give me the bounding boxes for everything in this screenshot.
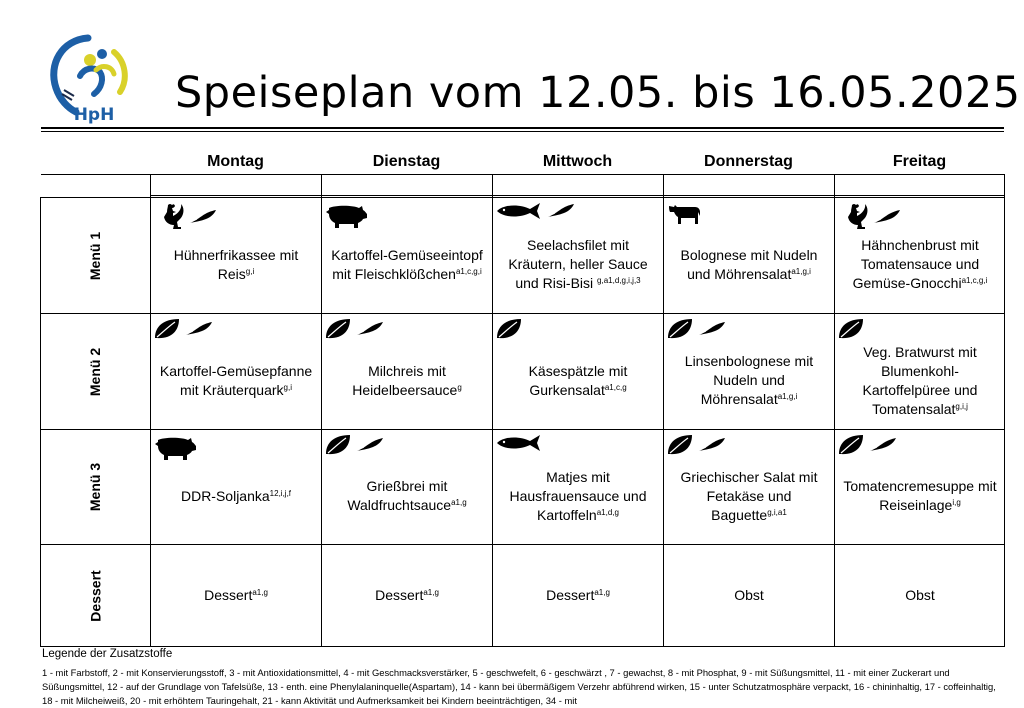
allergen-codes: a1,g,i xyxy=(777,392,798,401)
legend-title: Legende der Zusatzstoffe xyxy=(42,648,173,660)
grid-line xyxy=(40,197,1005,198)
grid-line xyxy=(40,646,1005,647)
page-title: Speiseplan vom 12.05. bis 16.05.2025 xyxy=(175,68,1021,118)
dish-name: Obst xyxy=(734,587,764,603)
allergen-codes: g,i,j xyxy=(955,401,968,411)
dish-name: Veg. Bratwurst mit Blumenkohl-Kartoffelpüree und Tomatensalat xyxy=(862,343,978,417)
dish-text xyxy=(839,236,1001,293)
allergen-codes: g,i,a1 xyxy=(767,507,787,517)
dish-text xyxy=(155,246,317,284)
day-header-friday: Freitag xyxy=(892,153,947,170)
dish-name: Käsespätzle mit Gurkensalat xyxy=(528,362,628,398)
menu-cell xyxy=(835,545,1005,646)
dish-text xyxy=(326,477,488,515)
dish-text xyxy=(497,468,659,525)
menu-cell xyxy=(151,545,321,646)
allergen-codes: a1,g xyxy=(594,588,610,597)
legend-text: 1 - mit Farbstoff, 2 - mit Konservierungsstoff, 3 - mit Antioxidationsmittel, 4 - mit Geschmacksverstärker, 5 - geschwefelt, 6 - geschwärzt , 7 - gewachst, 8 - mit Phosphat, 9 - mit Süßungsmittel, 11 - mit einer Zuckerart und Süßungsmittel, 12 - auf der Grundlage von Tafelsüße, 13 - enth. eine Phenylalaninquelle(Aspartam), 14 - kann bei übermäßigem Verzehr abführend wirken, 15 - unter Schutzatmosphäre verpackt, 16 - chininhaltig, 17 - coffeinhaltig, 18 - mit Milcheiweiß, 20 - mit erhöhtem Tauringehalt, 21 - kann Aktivität und Aufmerksamkeit bei Kindern beeinträchtigen, 34 - mit xyxy=(42,667,996,706)
allergen-codes: g,i xyxy=(245,266,255,276)
dish-name: Hühnerfrikassee mit Reis xyxy=(173,246,299,282)
dish-text xyxy=(326,362,488,400)
grid-line xyxy=(40,429,1005,430)
dish-name: Milchreis mit Heidelbeersauce xyxy=(352,362,458,398)
row-label-menu-1: Menü 1 xyxy=(87,231,104,280)
dish-name: Kartoffel-Gemüsepfanne mit Kräuterquark xyxy=(159,362,313,398)
day-header-thursday: Donnerstag xyxy=(704,153,793,170)
menu-cell xyxy=(322,545,492,646)
allergen-codes: g xyxy=(457,382,462,392)
dish-text xyxy=(668,352,830,409)
menu-cell xyxy=(322,216,492,313)
allergen-codes: a1,d,g xyxy=(596,507,619,517)
dish-text xyxy=(204,586,268,605)
dish-text xyxy=(839,343,1001,419)
dish-text xyxy=(905,586,935,605)
dish-text xyxy=(668,246,830,284)
dish-name: Obst xyxy=(905,587,935,603)
dish-name: Grießbrei mit Waldfruchtsauce xyxy=(347,478,452,513)
dish-text xyxy=(326,246,488,284)
dish-name: Seelachsfilet mit Kräutern, heller Sauce und Risi-Bisi xyxy=(508,237,648,291)
logo-text: HpH xyxy=(73,105,115,125)
grid-line xyxy=(150,195,1005,196)
menu-cell xyxy=(664,545,834,646)
dish-name: Dessert xyxy=(375,587,424,603)
grid-line xyxy=(41,174,1004,175)
dish-name: Kartoffel-Gemüseeintopf mit Fleischklößchen xyxy=(331,246,483,282)
dish-text xyxy=(497,236,659,293)
menu-cell xyxy=(835,448,1005,544)
dish-name: Bolognese mit Nudeln und Möhrensalat xyxy=(680,246,818,282)
dish-text xyxy=(839,477,1001,515)
dish-name: Dessert xyxy=(546,587,595,603)
menu-cell xyxy=(322,332,492,429)
menu-cell xyxy=(151,448,321,544)
menu-cell xyxy=(493,448,663,544)
dish-name: Griechischer Salat mit Fetakäse und Baguette xyxy=(680,468,818,523)
dish-name: Hähnchenbrust mit Tomatensauce und Gemüse-Gnocchi xyxy=(852,237,980,291)
row-label-dessert: Dessert xyxy=(87,569,104,622)
menu-cell xyxy=(322,448,492,544)
allergen-codes: a1,g xyxy=(423,588,439,597)
menu-cell xyxy=(664,216,834,313)
day-header-wednesday: Mittwoch xyxy=(542,153,613,170)
allergen-codes: g,i xyxy=(283,382,292,392)
dish-name: DDR-Soljanka xyxy=(180,487,270,504)
dish-text xyxy=(734,586,764,605)
dish-text xyxy=(668,468,830,525)
dish-name: Dessert xyxy=(204,587,253,603)
dish-name: Linsenbolognese mit Nudeln und Möhrensalat xyxy=(684,353,814,407)
hph-logo xyxy=(42,30,138,126)
menu-cell xyxy=(493,216,663,313)
allergen-codes: a1,c,g xyxy=(604,382,627,392)
allergen-codes: g,a1,d,g,i,j,3 xyxy=(597,276,641,285)
day-header-tuesday: Dienstag xyxy=(372,153,441,170)
menu-cell xyxy=(835,332,1005,429)
allergen-codes: a1,g xyxy=(252,588,268,597)
menu-cell xyxy=(835,216,1005,313)
allergen-codes: i,g xyxy=(952,498,961,507)
menu-cell xyxy=(493,545,663,646)
dish-text xyxy=(155,362,317,400)
day-header-monday: Montag xyxy=(207,153,264,170)
allergen-codes: a1,c,g,i xyxy=(961,276,988,285)
dish-text xyxy=(546,586,610,605)
title-rule xyxy=(41,127,1004,129)
dish-text xyxy=(497,362,659,400)
menu-cell xyxy=(151,216,321,313)
row-label-menu-3: Menü 3 xyxy=(87,462,104,512)
dish-name: Tomatencremesuppe mit Reiseinlage xyxy=(843,478,997,513)
menu-cell xyxy=(493,332,663,429)
allergen-codes: a1,g xyxy=(451,498,467,507)
allergen-codes: a1,g,i xyxy=(791,266,811,276)
dish-text xyxy=(181,487,291,506)
title-rule-thin xyxy=(41,131,1004,132)
row-label-menu-2: Menü 2 xyxy=(87,347,104,396)
menu-cell xyxy=(151,332,321,429)
menu-cell xyxy=(664,332,834,429)
dish-name: Matjes mit Hausfrauensauce und Kartoffeln xyxy=(509,468,647,523)
allergen-codes: 12,i,j,f xyxy=(269,488,292,498)
allergen-codes: a1,c,g,i xyxy=(455,266,482,276)
grid-line xyxy=(40,313,1005,314)
menu-cell xyxy=(664,448,834,544)
dish-text xyxy=(375,586,439,605)
